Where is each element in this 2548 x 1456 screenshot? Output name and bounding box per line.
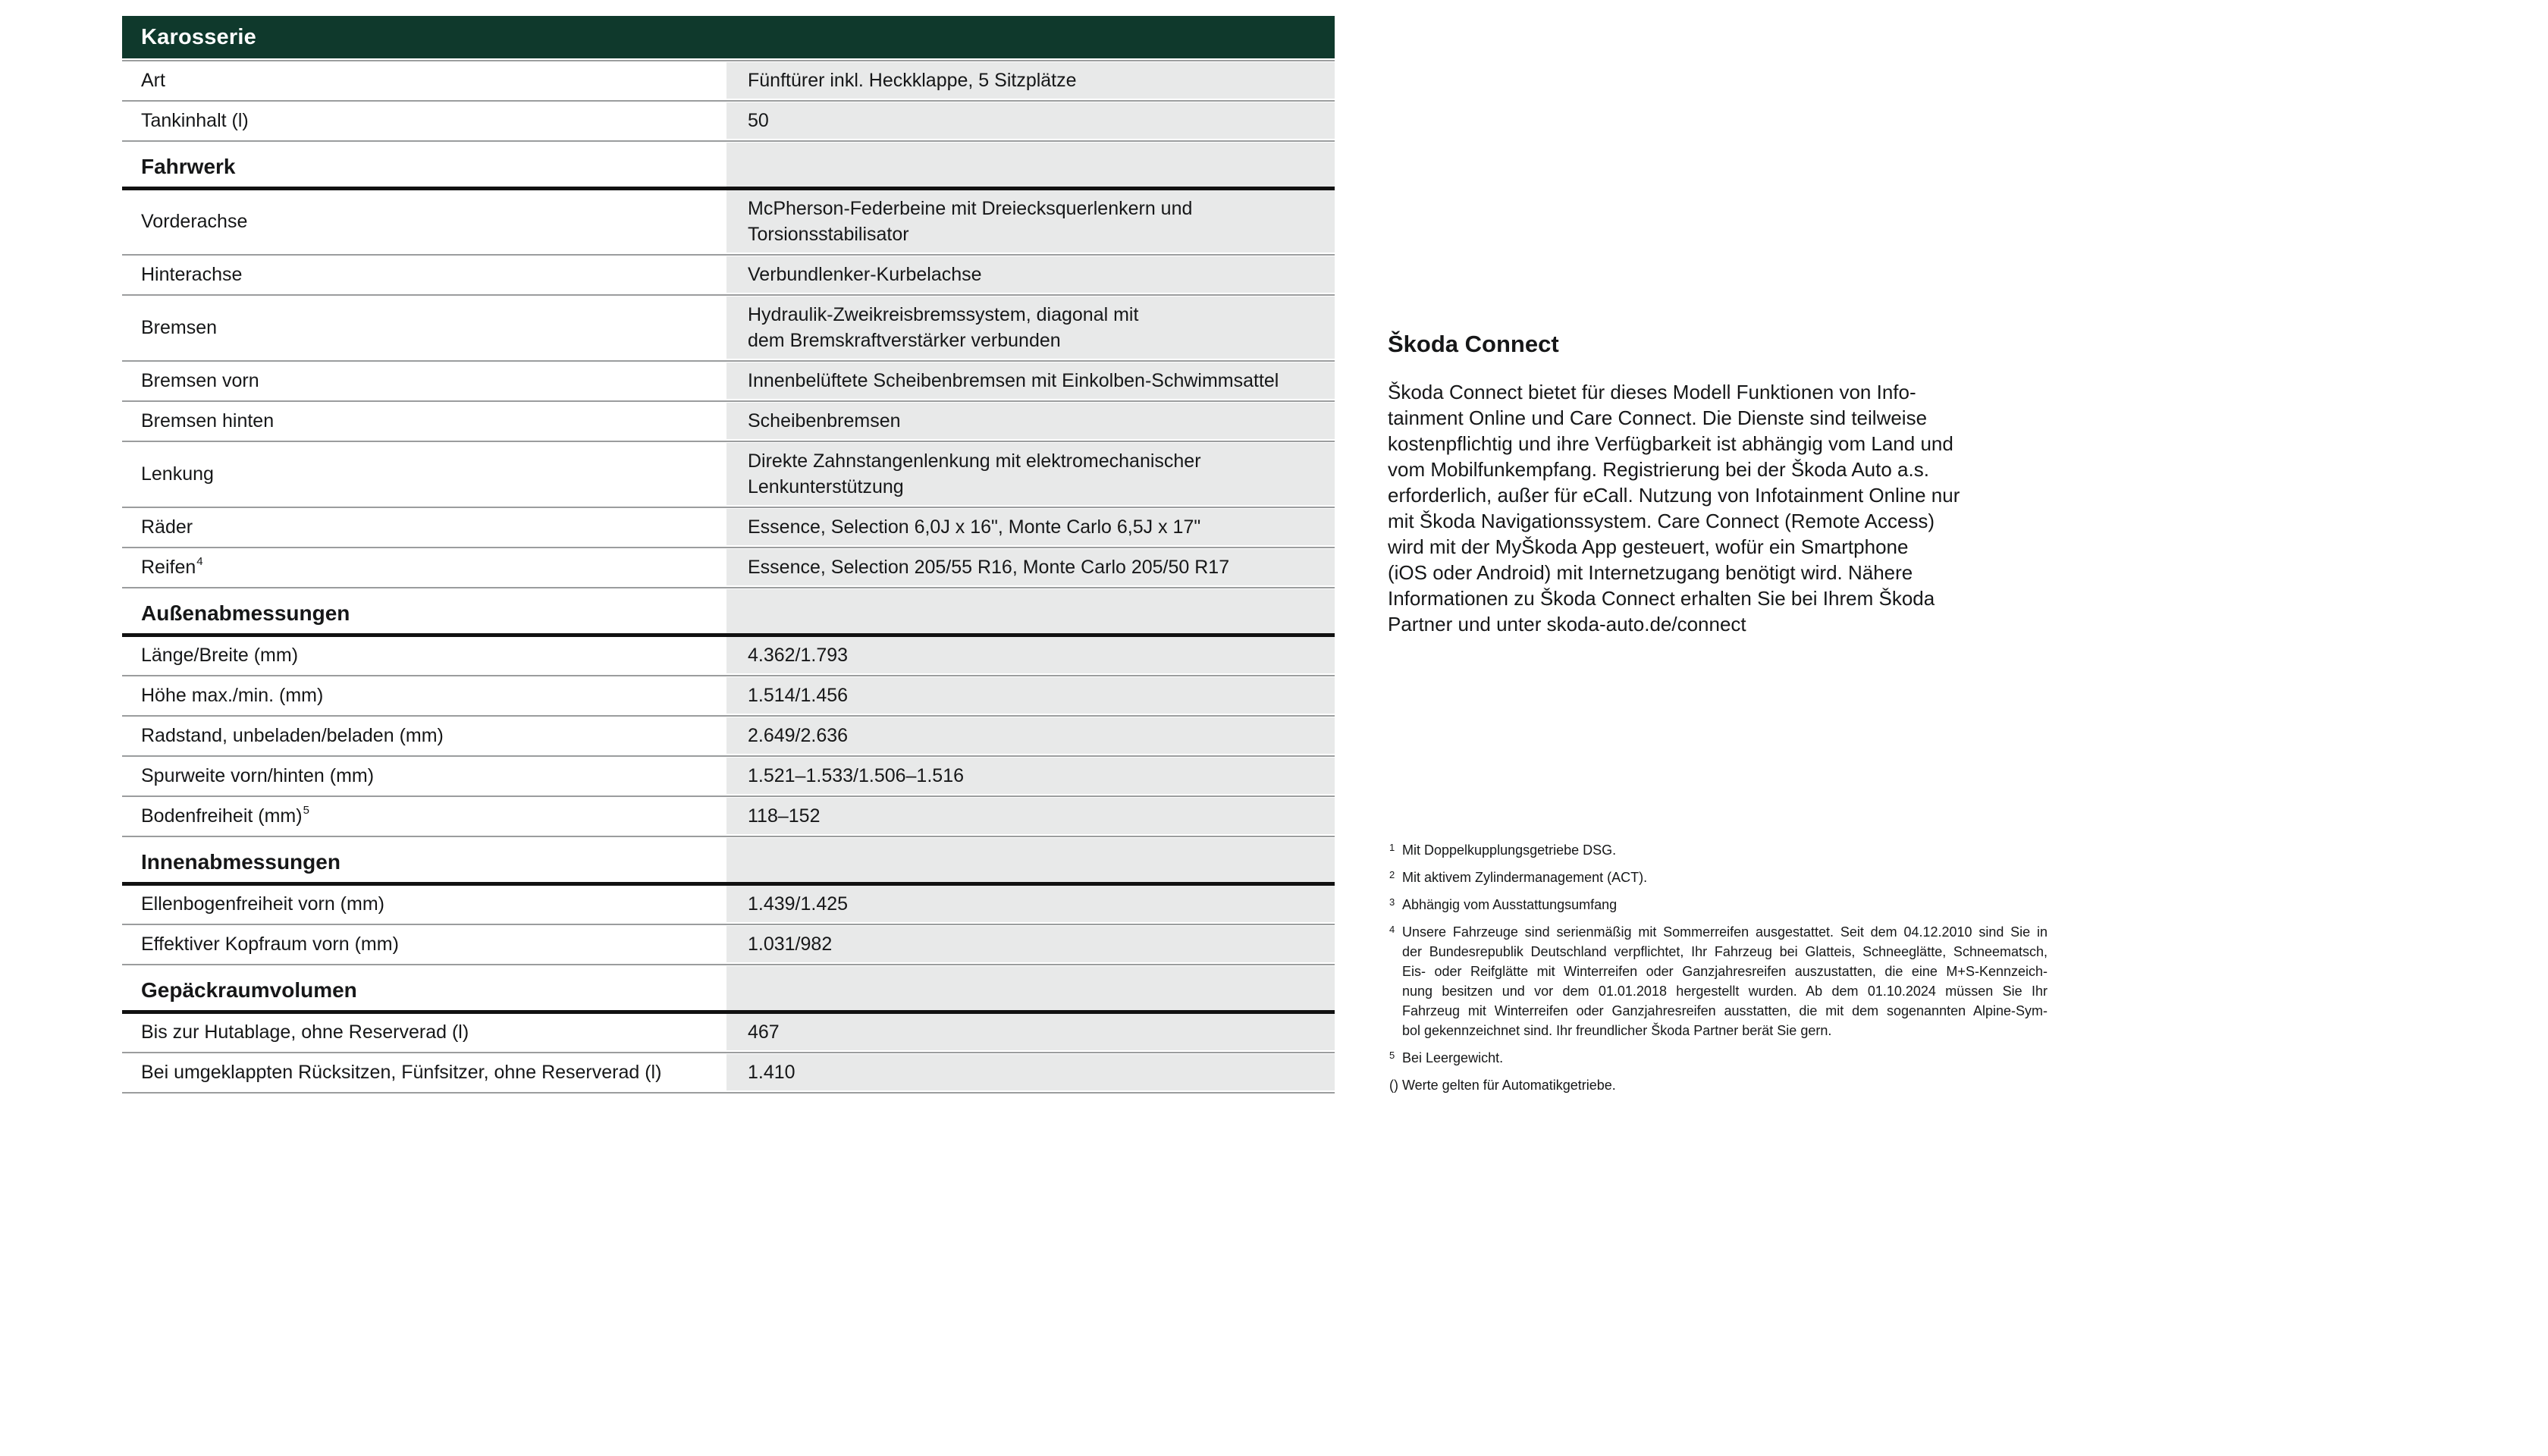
row-value-line: Direkte Zahnstangenlenkung mit elektromechanischer (748, 450, 1201, 472)
connect-title: Škoda Connect (1388, 331, 1559, 357)
row-value (726, 256, 1335, 293)
row-value (726, 549, 1335, 585)
footnote-line: Abhängig vom Ausstattungsumfang (1402, 897, 1618, 912)
row-divider (122, 1090, 1335, 1094)
section-value-background (726, 838, 1335, 882)
row-label (122, 443, 726, 505)
connect-section (1388, 331, 2025, 637)
row-value (726, 297, 1335, 359)
row-value (726, 798, 1335, 834)
spec-table-rows (122, 58, 1335, 1094)
table-row (122, 362, 1335, 399)
row-value-line: Innenbelüftete Scheibenbremsen mit Einkolben-Schwimmsattel (748, 370, 1279, 391)
paragraph-line: vom Mobilfunkempfang. Registrierung bei der Škoda Auto a.s. (1388, 458, 1929, 481)
row-label-text: Art (141, 69, 165, 91)
section-header-row (122, 966, 1335, 1010)
row-label-text: Bodenfreiheit (mm) (141, 805, 303, 827)
row-value (726, 637, 1335, 673)
paragraph-line: (iOS oder Android) mit Internetzugang benötigt wird. Nähere (1388, 561, 1913, 584)
footnote-marker: 4 (1389, 924, 1395, 935)
row-label (122, 637, 726, 673)
section-header-row (122, 143, 1335, 187)
row-value (726, 886, 1335, 922)
table-row (122, 886, 1335, 922)
row-value (726, 717, 1335, 754)
paragraph-line: mit Škoda Navigationssystem. Care Connect (Remote Access) (1388, 510, 1935, 532)
row-label-text: Bis zur Hutablage, ohne Reserverad (l) (141, 1021, 469, 1043)
table-row (122, 677, 1335, 714)
row-value (726, 190, 1335, 253)
row-label (122, 256, 726, 293)
table-row (122, 1054, 1335, 1090)
row-label-text: Länge/Breite (mm) (141, 644, 299, 666)
footnote-line: bol gekennzeichnet sind. Ihr freundlicher Škoda Partner berät Sie gern. (1402, 1023, 1832, 1038)
footnote-line: Unsere Fahrzeuge sind serienmäßig mit Sommerreifen ausgestattet. Seit dem 04.12.2010 sind Sie in (1402, 924, 2048, 940)
connect-paragraph (1388, 379, 2025, 637)
spec-table (122, 16, 1335, 1094)
row-value (726, 362, 1335, 399)
row-value (726, 403, 1335, 439)
footnote-marker: 5 (1389, 1050, 1395, 1061)
row-label (122, 190, 726, 253)
row-label (122, 509, 726, 545)
row-value-line: dem Bremskraftverstärker verbunden (748, 330, 1061, 351)
section-title: Gepäckraumvolumen (122, 966, 726, 1010)
paragraph-line: erforderlich, außer für eCall. Nutzung von Infotainment Online nur (1388, 484, 1960, 507)
footnote-line: Bei Leergewicht. (1402, 1050, 1504, 1065)
row-value (726, 926, 1335, 962)
row-value (726, 677, 1335, 714)
row-value (726, 1014, 1335, 1050)
row-value-line: McPherson-Federbeine mit Dreiecksquerlenkern und (748, 198, 1193, 219)
footnote-reference: 4 (196, 554, 203, 568)
row-label (122, 102, 726, 139)
section-header-row (122, 838, 1335, 882)
row-label (122, 1014, 726, 1050)
footnote (1389, 1048, 2048, 1068)
section-title: Innenabmessungen (122, 838, 726, 882)
row-label-text: Radstand, unbeladen/beladen (mm) (141, 724, 444, 746)
row-label-text: Hinterachse (141, 263, 243, 285)
row-value-line: 2.649/2.636 (748, 725, 849, 746)
footnote-line: Mit aktivem Zylindermanagement (ACT). (1402, 870, 1648, 885)
row-label-text: Höhe max./min. (mm) (141, 684, 324, 706)
row-label-text: Vorderachse (141, 210, 248, 232)
row-label-text: Bremsen (141, 316, 218, 338)
row-value-line: Essence, Selection 6,0J x 16", Monte Carlo 6,5J x 17" (748, 516, 1201, 538)
row-label (122, 717, 726, 754)
row-value-line: 1.521–1.533/1.506–1.516 (748, 765, 964, 786)
section-title: Fahrwerk (122, 143, 726, 187)
row-label-text: Räder (141, 516, 193, 538)
row-value-line: Hydraulik-Zweikreisbremssystem, diagonal mit (748, 304, 1139, 325)
row-label-text: Lenkung (141, 463, 214, 485)
row-value (726, 62, 1335, 99)
table-header-karosserie: Karosserie (122, 16, 1335, 58)
footnote-line: Eis- oder Reifglätte mit Winterreifen oder Ganzjahresreifen auszustatten, die eine M+S-Kennzeich- (1402, 964, 2048, 979)
section-value-background (726, 966, 1335, 1010)
row-label-text: Spurweite vorn/hinten (mm) (141, 764, 375, 786)
footnote-line: der Bundesrepublik Deutschland verpflichtet, Ihr Fahrzeug bei Glatteis, Schneeglätte, Schneematsch, (1402, 944, 2048, 959)
section-header-row (122, 589, 1335, 633)
row-value-line: 50 (748, 110, 769, 131)
table-row (122, 637, 1335, 673)
row-label-text: Ellenbogenfreiheit vorn (mm) (141, 893, 384, 915)
footnote-line: () Werte gelten für Automatikgetriebe. (1389, 1078, 1616, 1093)
table-row (122, 758, 1335, 794)
footnote-line: Fahrzeug mit Winterreifen oder Ganzjahresreifen ausstatten, die mit dem sogenannten Alpine-Sym- (1402, 1003, 2048, 1018)
row-label (122, 1054, 726, 1090)
row-value-line: 1.031/982 (748, 934, 833, 955)
row-label (122, 403, 726, 439)
row-value (726, 509, 1335, 545)
section-title: Außenabmessungen (122, 589, 726, 633)
table-row (122, 403, 1335, 439)
footnotes (1389, 840, 2048, 1103)
row-label (122, 798, 726, 834)
row-value (726, 102, 1335, 139)
table-row (122, 926, 1335, 962)
paragraph-line: wird mit der MyŠkoda App gesteuert, wofür ein Smartphone (1388, 535, 1909, 558)
table-row (122, 443, 1335, 505)
row-label-text: Bei umgeklappten Rücksitzen, Fünfsitzer, ohne Reserverad (l) (141, 1061, 662, 1083)
row-value-line: Scheibenbremsen (748, 410, 901, 431)
footnote (1389, 1075, 2048, 1095)
table-row (122, 509, 1335, 545)
row-value (726, 1054, 1335, 1090)
table-row (122, 190, 1335, 253)
row-label (122, 549, 726, 585)
paragraph-line: Škoda Connect bietet für dieses Modell Funktionen von Info- (1388, 381, 1916, 403)
section-value-background (726, 143, 1335, 187)
row-value (726, 443, 1335, 505)
row-value-line: 1.439/1.425 (748, 893, 849, 915)
paragraph-line: tainment Online und Care Connect. Die Dienste sind teilweise (1388, 406, 1928, 429)
footnote-marker: 3 (1389, 896, 1395, 908)
row-value-line: 118–152 (748, 805, 821, 827)
footnote-line: nung besitzen und vor dem 01.01.2018 hergestellt wurden. Ab dem 01.10.2024 müssen Sie Ihr (1402, 984, 2048, 999)
row-value (726, 758, 1335, 794)
table-row (122, 1014, 1335, 1050)
paragraph-line: Informationen zu Škoda Connect erhalten Sie bei Ihrem Škoda (1388, 587, 1935, 610)
row-value-line: 4.362/1.793 (748, 645, 849, 666)
row-label-text: Tankinhalt (l) (141, 109, 249, 131)
row-value-line: Torsionsstabilisator (748, 224, 909, 245)
footnote-reference: 5 (303, 803, 309, 817)
row-value-line: Verbundlenker-Kurbelachse (748, 264, 982, 285)
footnote (1389, 895, 2048, 915)
table-row (122, 62, 1335, 99)
row-label-text: Reifen (141, 556, 196, 578)
footnote (1389, 868, 2048, 887)
row-value-line: 1.514/1.456 (748, 685, 849, 706)
table-row (122, 297, 1335, 359)
row-value-line: Fünftürer inkl. Heckklappe, 5 Sitzplätze (748, 70, 1077, 91)
row-label-text: Effektiver Kopfraum vorn (mm) (141, 933, 399, 955)
paragraph-line: kostenpflichtig und ihre Verfügbarkeit ist abhängig vom Land und (1388, 432, 1953, 455)
row-label (122, 926, 726, 962)
table-row (122, 549, 1335, 585)
footnote-marker: 1 (1389, 842, 1395, 853)
paragraph-line: Partner und unter skoda-auto.de/connect (1388, 613, 1746, 635)
footnote (1389, 922, 2048, 1040)
row-label-text: Bremsen vorn (141, 369, 259, 391)
table-row (122, 717, 1335, 754)
row-label (122, 758, 726, 794)
row-label (122, 677, 726, 714)
section-value-background (726, 589, 1335, 633)
footnote (1389, 840, 2048, 860)
row-label-text: Bremsen hinten (141, 410, 275, 431)
row-value-line: Lenkunterstützung (748, 476, 904, 497)
row-label (122, 297, 726, 359)
footnote-line: Mit Doppelkupplungsgetriebe DSG. (1402, 843, 1617, 858)
row-value-line: Essence, Selection 205/55 R16, Monte Carlo 205/50 R17 (748, 557, 1230, 578)
row-value-line: 1.410 (748, 1062, 795, 1083)
row-label (122, 886, 726, 922)
table-row (122, 102, 1335, 139)
table-row (122, 256, 1335, 293)
table-row (122, 798, 1335, 834)
row-label (122, 362, 726, 399)
row-label (122, 62, 726, 99)
row-value-line: 467 (748, 1021, 780, 1043)
footnote-marker: 2 (1389, 869, 1395, 880)
